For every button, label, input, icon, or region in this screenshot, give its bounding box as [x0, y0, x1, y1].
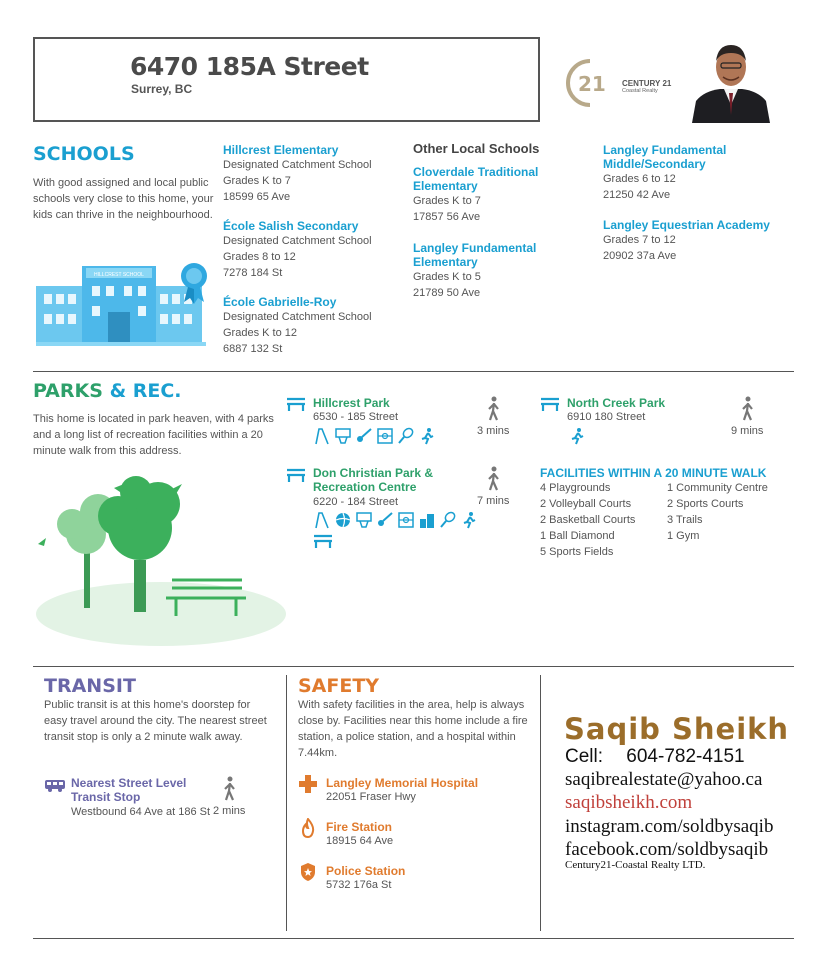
school-name: École Gabrielle-Roy: [223, 295, 337, 309]
safety-name: Police Station: [326, 864, 406, 878]
park-name: North Creek Park: [567, 396, 666, 410]
parks-title-a: PARKS: [33, 380, 103, 402]
facility-item: 4 Playgrounds: [540, 482, 611, 494]
school-address: 7278 184 St: [223, 267, 283, 279]
schools-title: SCHOOLS: [33, 143, 135, 165]
running-icon: [568, 427, 586, 445]
school-building-illustration: [36, 258, 216, 350]
school-address: 6887 132 St: [223, 343, 283, 355]
school-name: Hillcrest Elementary: [223, 143, 339, 157]
agent-instagram[interactable]: instagram.com/soldbysaqib: [565, 816, 774, 837]
basketball-hoop-icon: [334, 427, 352, 445]
park-illustration: [36, 476, 286, 646]
facilities-list-2: [667, 480, 768, 544]
agent-facebook[interactable]: facebook.com/soldbysaqib: [565, 839, 769, 860]
street-address: 6470 185A Street: [130, 52, 369, 81]
agent-email[interactable]: saqibrealestate@yahoo.ca: [565, 769, 763, 790]
facility-item: 3 Trails: [667, 514, 703, 526]
safety-address: 18915 64 Ave: [326, 835, 394, 847]
school-item: [603, 218, 773, 264]
parks-title-b: & REC.: [109, 380, 182, 402]
school-sign: HILLCREST SCHOOL: [94, 272, 144, 278]
other-schools-heading: Other Local Schools: [413, 141, 540, 156]
park-amenity-icons: [313, 427, 436, 445]
school-type: Designated Catchment School: [223, 311, 372, 323]
bench-icon: [286, 467, 306, 483]
park-address: 6910 180 Street: [567, 411, 646, 423]
schools-description: With good assigned and local public schools very close to this home, your kids can thrive in the neighbourhood.: [33, 177, 214, 221]
school-address: 21250 42 Ave: [603, 189, 671, 201]
agent-name: Saqib Sheikh: [564, 712, 790, 746]
basketball-hoop-icon: [355, 511, 373, 529]
safety-address: 5732 176a St: [326, 879, 392, 891]
other-schools-list-2: [603, 143, 773, 264]
column-divider: [286, 675, 287, 931]
agent-cell: [565, 746, 745, 768]
park-name: Hillcrest Park: [313, 396, 390, 410]
transit-description: Public transit is at this home's doorstep for easy travel around the city. The nearest street transit stop is only a 2 minute walk away.: [44, 699, 267, 743]
agent-website[interactable]: saqibsheikh.com: [565, 792, 693, 813]
parks-title: [33, 380, 182, 402]
school-item: [223, 143, 403, 219]
walking-icon: [740, 396, 756, 422]
facility-item: 1 Gym: [667, 530, 700, 542]
column-divider: [540, 675, 541, 931]
baseball-icon: [355, 427, 373, 445]
safety-title: SAFETY: [298, 675, 380, 697]
park-address: 6530 - 185 Street: [313, 411, 399, 423]
safety-name: Fire Station: [326, 820, 393, 834]
running-icon: [418, 427, 436, 445]
walking-icon: [486, 466, 502, 492]
slide-icon: [313, 511, 331, 529]
logo-number: 21: [578, 72, 606, 96]
safety-name: Langley Memorial Hospital: [326, 776, 479, 790]
sports-field-icon: [397, 511, 415, 529]
transit-stop-address: Westbound 64 Ave at 186 St: [71, 806, 211, 818]
school-name: Langley Fundamental Middle/Secondary: [603, 143, 727, 171]
walk-time: 7 mins: [477, 495, 510, 507]
school-item: [223, 219, 403, 295]
school-address: 21789 50 Ave: [413, 287, 481, 299]
bench-icon: [540, 396, 560, 412]
school-grades: Grades K to 7: [413, 195, 481, 207]
facilities-heading: FACILITIES WITHIN A 20 MINUTE WALK: [540, 466, 767, 480]
school-grades: Grades K to 5: [413, 271, 481, 283]
cell-number[interactable]: 604-782-4151: [626, 746, 745, 767]
cell-label: Cell:: [565, 746, 604, 767]
school-item: [603, 143, 773, 218]
facility-item: 2 Basketball Courts: [540, 514, 636, 526]
slide-icon: [313, 427, 331, 445]
walking-icon: [222, 776, 238, 802]
school-grades: Grades K to 7: [223, 175, 291, 187]
facility-item: 1 Community Centre: [667, 482, 768, 494]
school-name: École Salish Secondary: [223, 219, 359, 233]
safety-description: With safety facilities in the area, help is always close by. Facilities near this home include a fire station, a police station, and a hospital within 7.44km.: [298, 699, 528, 759]
hospital-cross-icon: [298, 774, 318, 794]
brand-name: CENTURY 21: [622, 79, 672, 88]
school-name: Cloverdale Traditional Elementary: [413, 165, 539, 193]
volleyball-icon: [334, 511, 352, 529]
school-type: Designated Catchment School: [223, 159, 372, 171]
walk-time: 3 mins: [477, 425, 510, 437]
fire-icon: [300, 818, 316, 838]
school-address: 17857 56 Ave: [413, 211, 481, 223]
running-icon: [460, 511, 478, 529]
parks-description: This home is located in park heaven, with 4 parks and a long list of recreation facilities within a 20 minute walk from this address.: [33, 413, 274, 457]
school-name: Langley Fundamental Elementary: [413, 241, 537, 269]
other-schools-list: [413, 141, 583, 301]
brand-subtitle: Coastal Realty: [622, 88, 658, 94]
school-grades: Grades 7 to 12: [603, 234, 676, 246]
school-type: Designated Catchment School: [223, 235, 372, 247]
divider: [33, 938, 794, 939]
tennis-icon: [439, 511, 457, 529]
police-badge-icon: [300, 862, 316, 882]
facilities-list-1: [540, 480, 635, 560]
walking-icon: [486, 396, 502, 422]
divider: [33, 371, 794, 372]
transit-title: TRANSIT: [44, 675, 136, 697]
facility-item: 1 Ball Diamond: [540, 530, 615, 542]
school-grades: Grades 6 to 12: [603, 173, 676, 185]
divider: [33, 666, 794, 667]
walk-time: 9 mins: [731, 425, 764, 437]
bench-icon: [286, 396, 306, 412]
park-name: Don Christian Park & Recreation Centre: [313, 466, 434, 494]
park-address: 6220 - 184 Street: [313, 496, 399, 508]
school-grades: Grades K to 12: [223, 327, 297, 339]
bus-icon: [44, 779, 66, 793]
city: Surrey, BC: [131, 82, 193, 96]
assigned-schools-list: [223, 143, 403, 357]
school-item: [413, 165, 583, 241]
community-centre-icon: [418, 511, 436, 529]
tennis-icon: [397, 427, 415, 445]
bench-icon: [313, 533, 333, 549]
agent-photo: [690, 35, 772, 123]
school-item: [413, 241, 583, 301]
transit-stop-name: Nearest Street Level Transit Stop: [71, 776, 187, 804]
safety-address: 22051 Fraser Hwy: [326, 791, 416, 803]
walk-time: 2 mins: [213, 805, 246, 817]
school-address: 18599 65 Ave: [223, 191, 291, 203]
baseball-icon: [376, 511, 394, 529]
school-item: [223, 295, 403, 357]
facility-item: 2 Sports Courts: [667, 498, 744, 510]
school-grades: Grades 8 to 12: [223, 251, 296, 263]
park-amenity-icons: [313, 511, 478, 529]
school-name: Langley Equestrian Academy: [603, 218, 770, 232]
sports-field-icon: [376, 427, 394, 445]
facility-item: 5 Sports Fields: [540, 546, 614, 558]
school-address: 20902 37a Ave: [603, 250, 677, 262]
agent-company: Century21-Coastal Realty LTD.: [565, 859, 706, 871]
facility-item: 2 Volleyball Courts: [540, 498, 632, 510]
